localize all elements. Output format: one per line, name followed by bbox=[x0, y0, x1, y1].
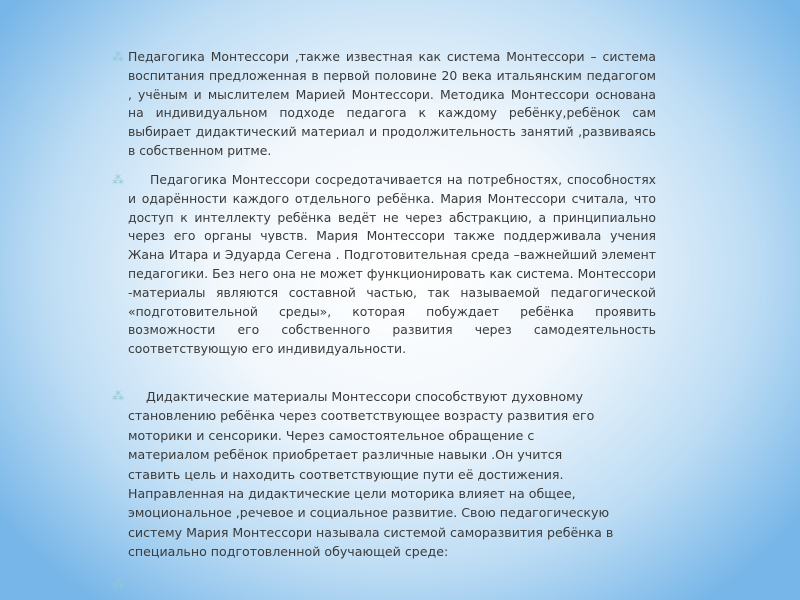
paragraph-3-text: Дидактические материалы Монтессори способствуют духовному становлению ребёнка через соответствующее возрасту развития его моторики и сенсорики. Через самостоятельное обращение с материалом ребёнок приобретает различные навыки .Он учится ставить цель и находить соответствующие пути её достижения. Направленная на дидактические цели моторика влияет на общее, эмоциональное ,речевое и социальное развитие. Свою педагогическую систему Мария Монтессори называла системой саморазвития ребёнка в специально подготовленной обучающей среде: bbox=[128, 389, 614, 560]
paragraph-3 bbox=[112, 387, 618, 562]
bullet-icon: ⁂ bbox=[112, 173, 124, 187]
paragraph-1 bbox=[112, 48, 656, 161]
bullet-icon: ⁂ bbox=[112, 50, 124, 64]
bullet-icon: ⁂ bbox=[112, 577, 124, 591]
paragraph-1-text: Педагогика Монтессори ,также известная как система Монтессори – система воспитания предложенная в первой половине 20 века итальянским педагогом , учёным и мыслителем Марией Монтессори. Методика Монтессори основана на индивидуальном подходе педагога к каждому ребёнку,ребёнок сам выбирает дидактический материал и продолжительность занятий ,развиваясь в собственном ритме. bbox=[128, 49, 656, 158]
paragraph-2-text: Педагогика Монтессори сосредотачивается на потребностях, способностях и одарённости каждого отдельного ребёнка. Мария Монтессори считала, что доступ к интеллекту ребёнка ведёт не через абстракцию, а принципиально через его органы чувств. Мария Монтессори также поддерживала учения Жана Итара и Эдуарда Сегена . Подготовительная среда –важнейший элемент педагогики. Без него она не может функционировать как система. Монтессори -материалы являются составной частью, так называемой педагогической «подготовительной среды», которая побуждает ребёнка проявить возможности его собственного развития через самодеятельность соответствующую его индивидуальности. bbox=[128, 172, 656, 357]
paragraph-2 bbox=[112, 171, 656, 359]
bullet-icon: ⁂ bbox=[112, 389, 124, 403]
